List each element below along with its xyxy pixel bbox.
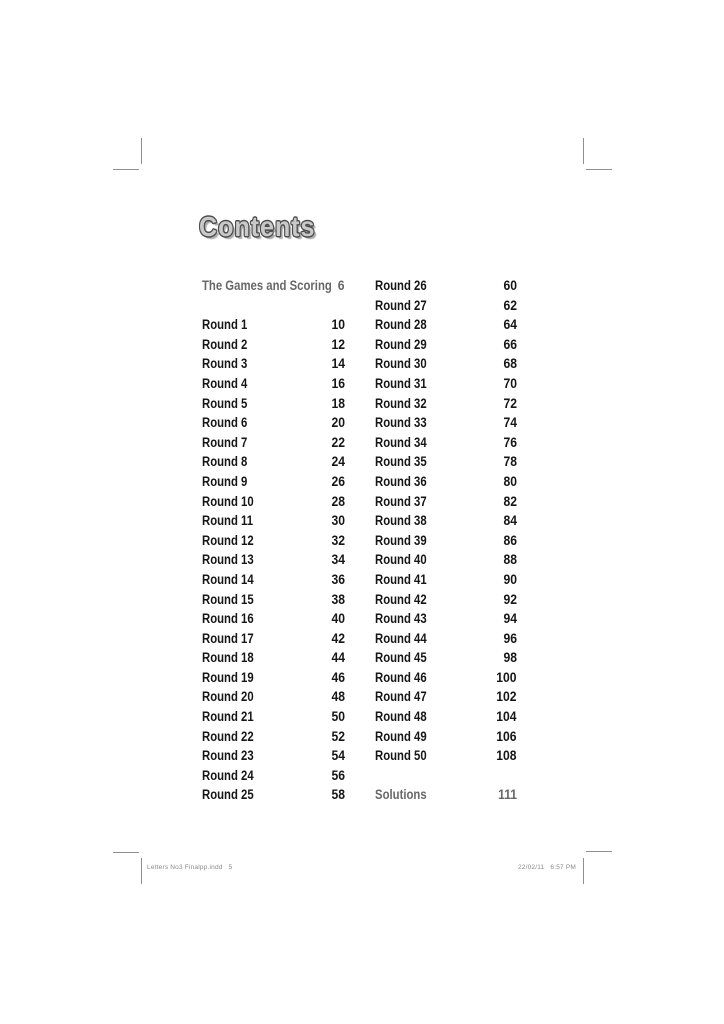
toc-entry (202, 472, 345, 492)
toc-entry (375, 629, 517, 649)
toc-column-gap (345, 452, 375, 472)
toc-entry-label: Round 35 (375, 454, 427, 470)
toc-column-gap (345, 746, 375, 766)
toc-row (202, 785, 517, 805)
toc-row (202, 609, 517, 629)
toc-row (202, 727, 517, 747)
toc-entry (375, 570, 517, 590)
toc-row (202, 315, 517, 335)
crop-mark-bottom-left-horizontal (113, 852, 139, 853)
toc-row (202, 511, 517, 531)
toc-entry-label: Round 50 (375, 748, 427, 764)
toc-row (202, 374, 517, 394)
toc-entry-label: Round 27 (375, 297, 427, 313)
toc-entry (375, 668, 517, 688)
toc-column-gap (345, 433, 375, 453)
toc-entry-label: Round 49 (375, 728, 427, 744)
toc-entry (202, 766, 345, 786)
toc-entry (375, 315, 517, 335)
crop-mark-bottom-right-horizontal (586, 851, 612, 852)
slug-filename: Letters No3 Finalpp.indd 5 (147, 864, 233, 871)
toc-entry-page: 28 (331, 493, 345, 509)
toc-entry-page: 52 (331, 728, 345, 744)
toc-row (202, 492, 517, 512)
toc-column-gap (345, 766, 375, 786)
toc-row (202, 668, 517, 688)
toc-entry (375, 413, 517, 433)
toc-entry (202, 785, 345, 805)
toc-entry-label: Round 42 (375, 591, 427, 607)
toc-column-gap (345, 609, 375, 629)
toc-entry-page: 70 (503, 375, 517, 391)
toc-column-gap (345, 785, 375, 805)
toc-entry-label: Round 8 (202, 454, 248, 470)
toc-column-gap (345, 727, 375, 747)
toc-row (202, 707, 517, 727)
toc-entry (375, 727, 517, 747)
toc-entry-label: Round 7 (202, 434, 248, 450)
crop-mark-top-right-horizontal (586, 169, 612, 170)
toc-entry-page: 88 (503, 552, 517, 568)
toc-entry (375, 687, 517, 707)
toc-entry-page: 24 (331, 454, 345, 470)
toc-entry-page: 78 (503, 454, 517, 470)
toc-column-gap (345, 707, 375, 727)
toc-entry-page: 100 (496, 669, 517, 685)
toc-entry (202, 727, 345, 747)
toc-entry-page: 96 (503, 630, 517, 646)
toc-entry-page: 36 (331, 571, 345, 587)
toc-entry-label: Round 2 (202, 336, 248, 352)
toc-entry-label: Round 47 (375, 689, 427, 705)
toc-entry-page: 50 (331, 709, 345, 725)
toc-column-gap (345, 315, 375, 335)
toc-entry-label: Round 38 (375, 513, 427, 529)
toc-entry-label: The Games and Scoring (202, 278, 332, 293)
toc-entry-page: 106 (496, 728, 517, 744)
toc-entry-label: Round 25 (202, 787, 254, 803)
toc-entry-label: Round 33 (375, 415, 427, 431)
toc-entry-label: Round 40 (375, 552, 427, 568)
toc-entry (202, 570, 345, 590)
toc-entry (375, 472, 517, 492)
page-title: Contents (199, 211, 316, 242)
toc-entry-page: 74 (503, 415, 517, 431)
toc-entry-page: 22 (331, 434, 345, 450)
toc-entry-page: 42 (331, 630, 345, 646)
toc-column-gap (345, 648, 375, 668)
toc-column-gap (345, 668, 375, 688)
toc-entry (375, 492, 517, 512)
toc-entry (375, 609, 517, 629)
toc-row (202, 452, 517, 472)
toc-entry (375, 374, 517, 394)
toc-entry-page: 102 (496, 689, 517, 705)
crop-mark-top-left-vertical (141, 138, 142, 164)
toc-row (202, 354, 517, 374)
toc-entry-label: Round 44 (375, 630, 427, 646)
toc-row (202, 570, 517, 590)
toc-entry-page: 46 (331, 669, 345, 685)
toc-entry-page: 108 (496, 748, 517, 764)
toc-entry-label: Round 24 (202, 767, 254, 783)
toc-entry (202, 276, 345, 296)
toc (202, 276, 517, 805)
toc-row (202, 433, 517, 453)
toc-entry-label: Round 41 (375, 571, 427, 587)
toc-entry-page: 92 (503, 591, 517, 607)
toc-entry-label: Round 22 (202, 728, 254, 744)
toc-column-gap (345, 472, 375, 492)
toc-entry-label: Round 6 (202, 415, 248, 431)
toc-entry-label: Round 17 (202, 630, 254, 646)
toc-entry-label: Round 43 (375, 611, 427, 627)
toc-row (202, 394, 517, 414)
toc-row (202, 296, 517, 316)
toc-entry-label: Round 45 (375, 650, 427, 666)
toc-column-gap (345, 590, 375, 610)
toc-entry-label: Round 21 (202, 709, 254, 725)
toc-entry (375, 550, 517, 570)
toc-entry (375, 296, 517, 316)
toc-entry (202, 531, 345, 551)
toc-entry-label: Round 9 (202, 473, 248, 489)
toc-entry (375, 452, 517, 472)
toc-entry (375, 394, 517, 414)
toc-column-gap (345, 570, 375, 590)
toc-entry (375, 335, 517, 355)
toc-entry-page: 98 (503, 650, 517, 666)
toc-column-gap (345, 413, 375, 433)
toc-entry-label: Round 12 (202, 532, 254, 548)
toc-entry-label: Round 26 (375, 278, 427, 293)
toc-entry-label: Round 48 (375, 709, 427, 725)
toc-entry (202, 609, 345, 629)
toc-entry-label: Round 23 (202, 748, 254, 764)
toc-entry (202, 354, 345, 374)
toc-entry (375, 785, 517, 805)
crop-mark-bottom-left-vertical (141, 858, 142, 884)
toc-entry (202, 452, 345, 472)
toc-column-gap (345, 629, 375, 649)
toc-entry (375, 590, 517, 610)
toc-entry-label: Round 20 (202, 689, 254, 705)
toc-entry-label: Round 5 (202, 395, 248, 411)
toc-entry-label: Solutions (375, 787, 427, 803)
crop-mark-top-right-vertical (583, 138, 584, 164)
toc-entry-label: Round 11 (202, 513, 254, 529)
toc-entry-label: Round 1 (202, 317, 248, 333)
toc-row (202, 531, 517, 551)
toc-entry (202, 492, 345, 512)
toc-column-gap (345, 335, 375, 355)
toc-entry-page: 58 (331, 787, 345, 803)
toc-entry-label: Round 19 (202, 669, 254, 685)
toc-entry-page: 76 (503, 434, 517, 450)
toc-row (202, 766, 517, 786)
toc-entry-page: 12 (331, 336, 345, 352)
toc-entry (375, 276, 517, 296)
toc-row (202, 472, 517, 492)
toc-entry (202, 668, 345, 688)
toc-column-gap (345, 374, 375, 394)
slug-timestamp: 22/02/11 6:57 PM (517, 864, 576, 871)
crop-mark-top-left-horizontal (113, 169, 139, 170)
toc-column-gap (345, 511, 375, 531)
toc-entry-label: Round 30 (375, 356, 427, 372)
toc-entry-page: 34 (331, 552, 345, 568)
toc-entry-page: 66 (503, 336, 517, 352)
toc-entry-page: 20 (331, 415, 345, 431)
toc-entry-label: Round 3 (202, 356, 248, 372)
toc-entry (375, 354, 517, 374)
toc-entry-label: Round 18 (202, 650, 254, 666)
toc-entry-page: 40 (331, 611, 345, 627)
toc-entry-page: 84 (503, 513, 517, 529)
toc-entry-label: Round 32 (375, 395, 427, 411)
toc-entry-page: 62 (503, 297, 517, 313)
toc-entry-page: 111 (498, 787, 517, 803)
toc-entry-page: 16 (331, 375, 345, 391)
toc-entry-label: Round 36 (375, 473, 427, 489)
toc-entry (202, 707, 345, 727)
toc-column-gap (345, 394, 375, 414)
toc-entry-page: 64 (503, 317, 517, 333)
toc-entry (202, 433, 345, 453)
toc-entry-page: 94 (503, 611, 517, 627)
toc-entry-page: 26 (331, 473, 345, 489)
toc-entry-page: 48 (331, 689, 345, 705)
toc-column-gap (345, 687, 375, 707)
toc-entry-label: Round 16 (202, 611, 254, 627)
toc-row (202, 629, 517, 649)
toc-entry-page: 38 (331, 591, 345, 607)
toc-entry (202, 315, 345, 335)
toc-entry-page: 56 (331, 767, 345, 783)
toc-entry-page: 18 (331, 395, 345, 411)
toc-entry-page: 10 (331, 317, 345, 333)
toc-entry-page: 54 (331, 748, 345, 764)
toc-entry (202, 374, 345, 394)
toc-empty-cell (202, 296, 345, 316)
crop-mark-bottom-right-vertical (583, 858, 584, 884)
toc-entry (202, 687, 345, 707)
toc-entry (375, 511, 517, 531)
toc-row (202, 746, 517, 766)
toc-column-gap (345, 276, 375, 296)
toc-entry-label: Round 13 (202, 552, 254, 568)
toc-entry-page: 6 (338, 278, 345, 293)
toc-entry (375, 707, 517, 727)
toc-entry-label: Round 34 (375, 434, 427, 450)
toc-entry (202, 590, 345, 610)
toc-row (202, 550, 517, 570)
toc-entry-label: Round 15 (202, 591, 254, 607)
toc-entry-page: 82 (503, 493, 517, 509)
toc-entry-label: Round 29 (375, 336, 427, 352)
toc-column-gap (345, 550, 375, 570)
toc-entry-page: 44 (331, 650, 345, 666)
toc-row (202, 413, 517, 433)
toc-row (202, 335, 517, 355)
toc-entry-page: 30 (331, 513, 345, 529)
toc-entry-label: Round 37 (375, 493, 427, 509)
toc-entry-label: Round 46 (375, 669, 427, 685)
toc-row (202, 687, 517, 707)
toc-entry (202, 413, 345, 433)
toc-entry-page: 60 (503, 278, 517, 293)
toc-entry-label: Round 10 (202, 493, 254, 509)
toc-entry (375, 531, 517, 551)
toc-entry-page: 72 (503, 395, 517, 411)
toc-entry (202, 511, 345, 531)
toc-entry-page: 68 (503, 356, 517, 372)
toc-entry (202, 394, 345, 414)
toc-entry (202, 648, 345, 668)
toc-column-gap (345, 492, 375, 512)
toc-entry (202, 335, 345, 355)
toc-entry-page: 80 (503, 473, 517, 489)
toc-entry-page: 32 (331, 532, 345, 548)
toc-column-gap (345, 531, 375, 551)
toc-row (202, 590, 517, 610)
toc-entry-label: Round 4 (202, 375, 248, 391)
toc-entry (202, 629, 345, 649)
toc-row (202, 276, 517, 296)
toc-column-gap (345, 354, 375, 374)
toc-entry (375, 648, 517, 668)
toc-empty-cell (375, 766, 517, 786)
toc-entry-page: 14 (331, 356, 345, 372)
toc-entry (202, 550, 345, 570)
toc-row (202, 648, 517, 668)
toc-entry-page: 90 (503, 571, 517, 587)
toc-entry (375, 433, 517, 453)
toc-entry-label: Round 14 (202, 571, 254, 587)
toc-entry-label: Round 31 (375, 375, 427, 391)
toc-entry (375, 746, 517, 766)
toc-column-gap (345, 296, 375, 316)
toc-entry (202, 746, 345, 766)
toc-entry-label: Round 39 (375, 532, 427, 548)
toc-entry-page: 86 (503, 532, 517, 548)
toc-entry-label: Round 28 (375, 317, 427, 333)
toc-entry-page: 104 (496, 709, 517, 725)
